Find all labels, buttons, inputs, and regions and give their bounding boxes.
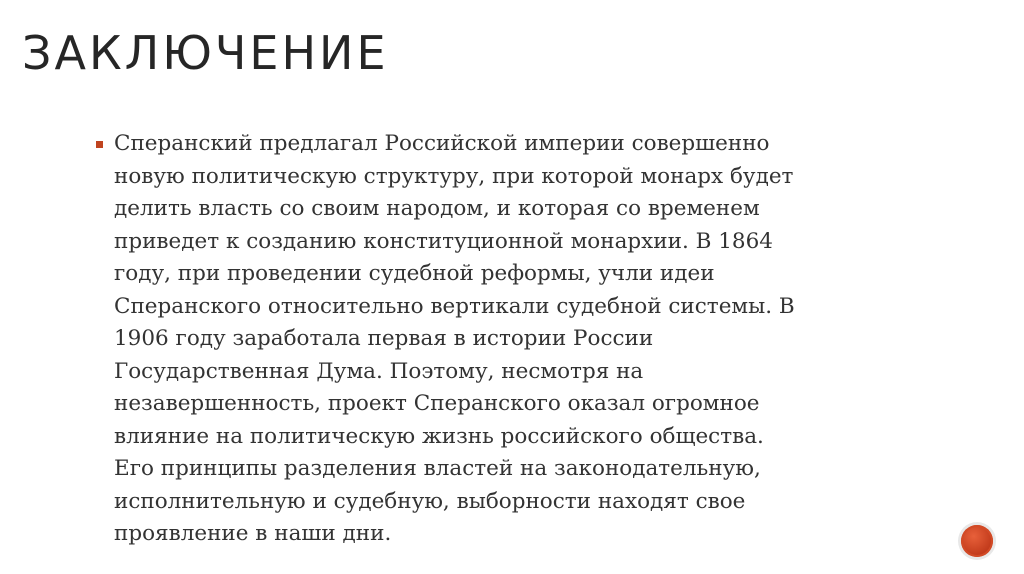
bullet-line: новую политическую структуру, при которой монарх будет	[114, 163, 794, 189]
bullet-line: исполнительную и судебную, выборности находят свое	[114, 488, 746, 514]
bullet-line: Государственная Дума. Поэтому, несмотря на	[114, 358, 644, 384]
bullet-line: приведет к созданию конституционной монархии. В 1864	[114, 228, 773, 254]
bullet-text	[114, 128, 916, 551]
bullet-line: влияние на политическую жизнь российского общества.	[114, 423, 764, 449]
bullet-line: незавершенность, проект Сперанского оказал огромное	[114, 391, 760, 416]
bullet-line: Сперанский предлагал Российской империи совершенно	[114, 131, 770, 156]
slide-title: ЗАКЛЮЧЕНИЕ	[22, 26, 389, 80]
bullet-line: Сперанского относительно вертикали судебной системы. В	[114, 293, 795, 319]
circle-badge-icon	[958, 522, 996, 560]
bullet-item	[96, 128, 916, 551]
badge-inner	[961, 525, 993, 557]
bullet-line: году, при проведении судебной реформы, учли идеи	[114, 261, 715, 286]
square-bullet-icon	[96, 141, 103, 148]
bullet-line: делить власть со своим народом, и которая со временем	[114, 196, 760, 221]
bullet-line: 1906 году заработала первая в истории России	[114, 326, 654, 351]
bullet-line: Его принципы разделения властей на законодательную,	[114, 456, 761, 481]
bullet-line: проявление в наши дни.	[114, 521, 392, 546]
